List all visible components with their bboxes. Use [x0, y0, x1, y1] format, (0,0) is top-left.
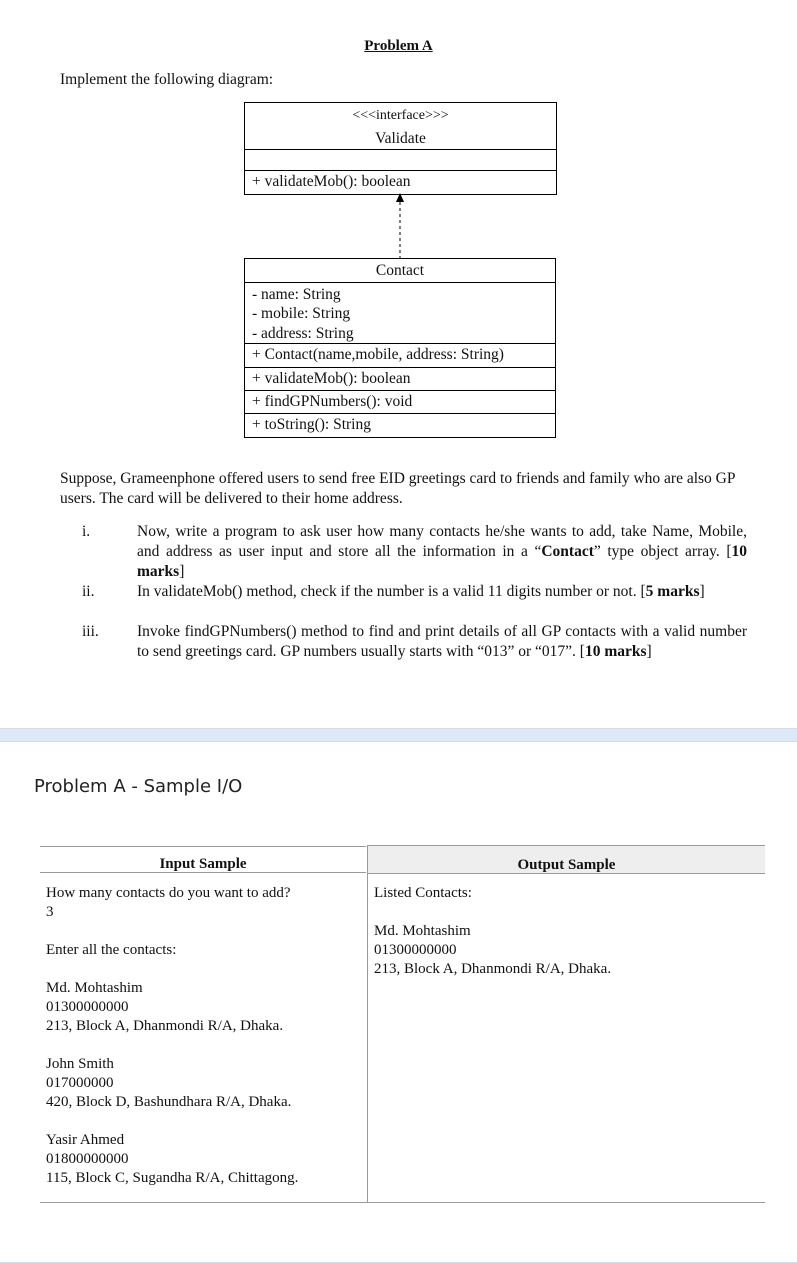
- interface-stereotype: <<<interface>>>: [352, 108, 449, 123]
- output-sample-header: Output Sample: [368, 845, 765, 874]
- divider: [245, 170, 556, 171]
- divider: [245, 390, 555, 391]
- interface-name: Validate: [375, 130, 426, 147]
- sample-line: Enter all the contacts:: [46, 942, 177, 958]
- interface-box: [244, 102, 557, 195]
- sample-line: John Smith: [46, 1056, 114, 1072]
- sample-line: 01300000000: [46, 999, 129, 1015]
- sample-line: Listed Contacts:: [374, 885, 472, 901]
- task-number: iii.: [82, 623, 99, 640]
- contact-class-name: Contact: [375, 262, 425, 279]
- blank-line: [374, 903, 759, 922]
- blank-line: [46, 1036, 361, 1055]
- sample-line: 213, Block A, Dhanmondi R/A, Dhaka.: [46, 1018, 284, 1034]
- sample-line: 420, Block D, Bashundhara R/A, Dhaka.: [46, 1094, 292, 1110]
- input-sample-header: Input Sample: [159, 856, 247, 872]
- problem-title: Problem A: [364, 38, 433, 54]
- description-text: Suppose, Grameenphone offered users to send free EID greetings card to friends and family who are also GP users. The card will be delivered to their home address.: [60, 470, 735, 507]
- task-number: i.: [82, 523, 91, 540]
- intro-text: Implement the following diagram:: [60, 71, 274, 88]
- blank-line: [46, 960, 361, 979]
- input-sample-cell: [46, 884, 361, 1188]
- task-text: Now, write a program to ask user how many contacts he/she wants to add, take Name, Mobile, and address as user input and store all the information in a “Contact” type object array. [10 marks]: [137, 523, 747, 580]
- sample-line: 01300000000: [374, 942, 457, 958]
- arrow-head-icon: [396, 193, 404, 202]
- sample-line: 213, Block A, Dhanmondi R/A, Dhaka.: [374, 961, 612, 977]
- output-sample-cell: [374, 884, 759, 979]
- contact-attribute: - mobile: String: [252, 305, 351, 322]
- contact-method: + Contact(name,mobile, address: String): [252, 346, 504, 363]
- interface-method: + validateMob(): boolean: [252, 173, 411, 190]
- contact-attribute: - name: String: [252, 286, 341, 303]
- contact-method: + validateMob(): boolean: [252, 370, 411, 387]
- blank-line: [46, 1112, 361, 1131]
- contact-method: + findGPNumbers(): void: [252, 393, 413, 410]
- blank-line: [46, 922, 361, 941]
- divider: [245, 282, 555, 283]
- divider: [245, 149, 556, 150]
- contact-attribute: - address: String: [252, 325, 354, 342]
- sample-io-table: [40, 845, 765, 1203]
- task-number: ii.: [82, 583, 95, 600]
- divider: [245, 343, 555, 344]
- divider: [245, 413, 555, 414]
- divider: [245, 367, 555, 368]
- sample-line: Md. Mohtashim: [46, 980, 143, 996]
- sample-line: 115, Block C, Sugandha R/A, Chittagong.: [46, 1170, 299, 1186]
- task-text: In validateMob() method, check if the number is a valid 11 digits number or not. [5 marks]: [137, 583, 705, 600]
- sample-line: 017000000: [46, 1075, 114, 1091]
- sample-line: How many contacts do you want to add?: [46, 885, 291, 901]
- sample-line: Md. Mohtashim: [374, 923, 471, 939]
- realization-arrow: [390, 193, 410, 259]
- sample-io-title: Problem A - Sample I/O: [34, 776, 243, 797]
- contact-class-box: [244, 258, 556, 438]
- contact-method: + toString(): String: [252, 416, 371, 433]
- sample-line: Yasir Ahmed: [46, 1132, 125, 1148]
- sample-line: 01800000000: [46, 1151, 129, 1167]
- task-text: Invoke findGPNumbers() method to find and print details of all GP contacts with a valid number to send greetings card. GP numbers usually starts with “013” or “017”. [10 marks]: [137, 623, 747, 660]
- sample-line: 3: [46, 904, 54, 920]
